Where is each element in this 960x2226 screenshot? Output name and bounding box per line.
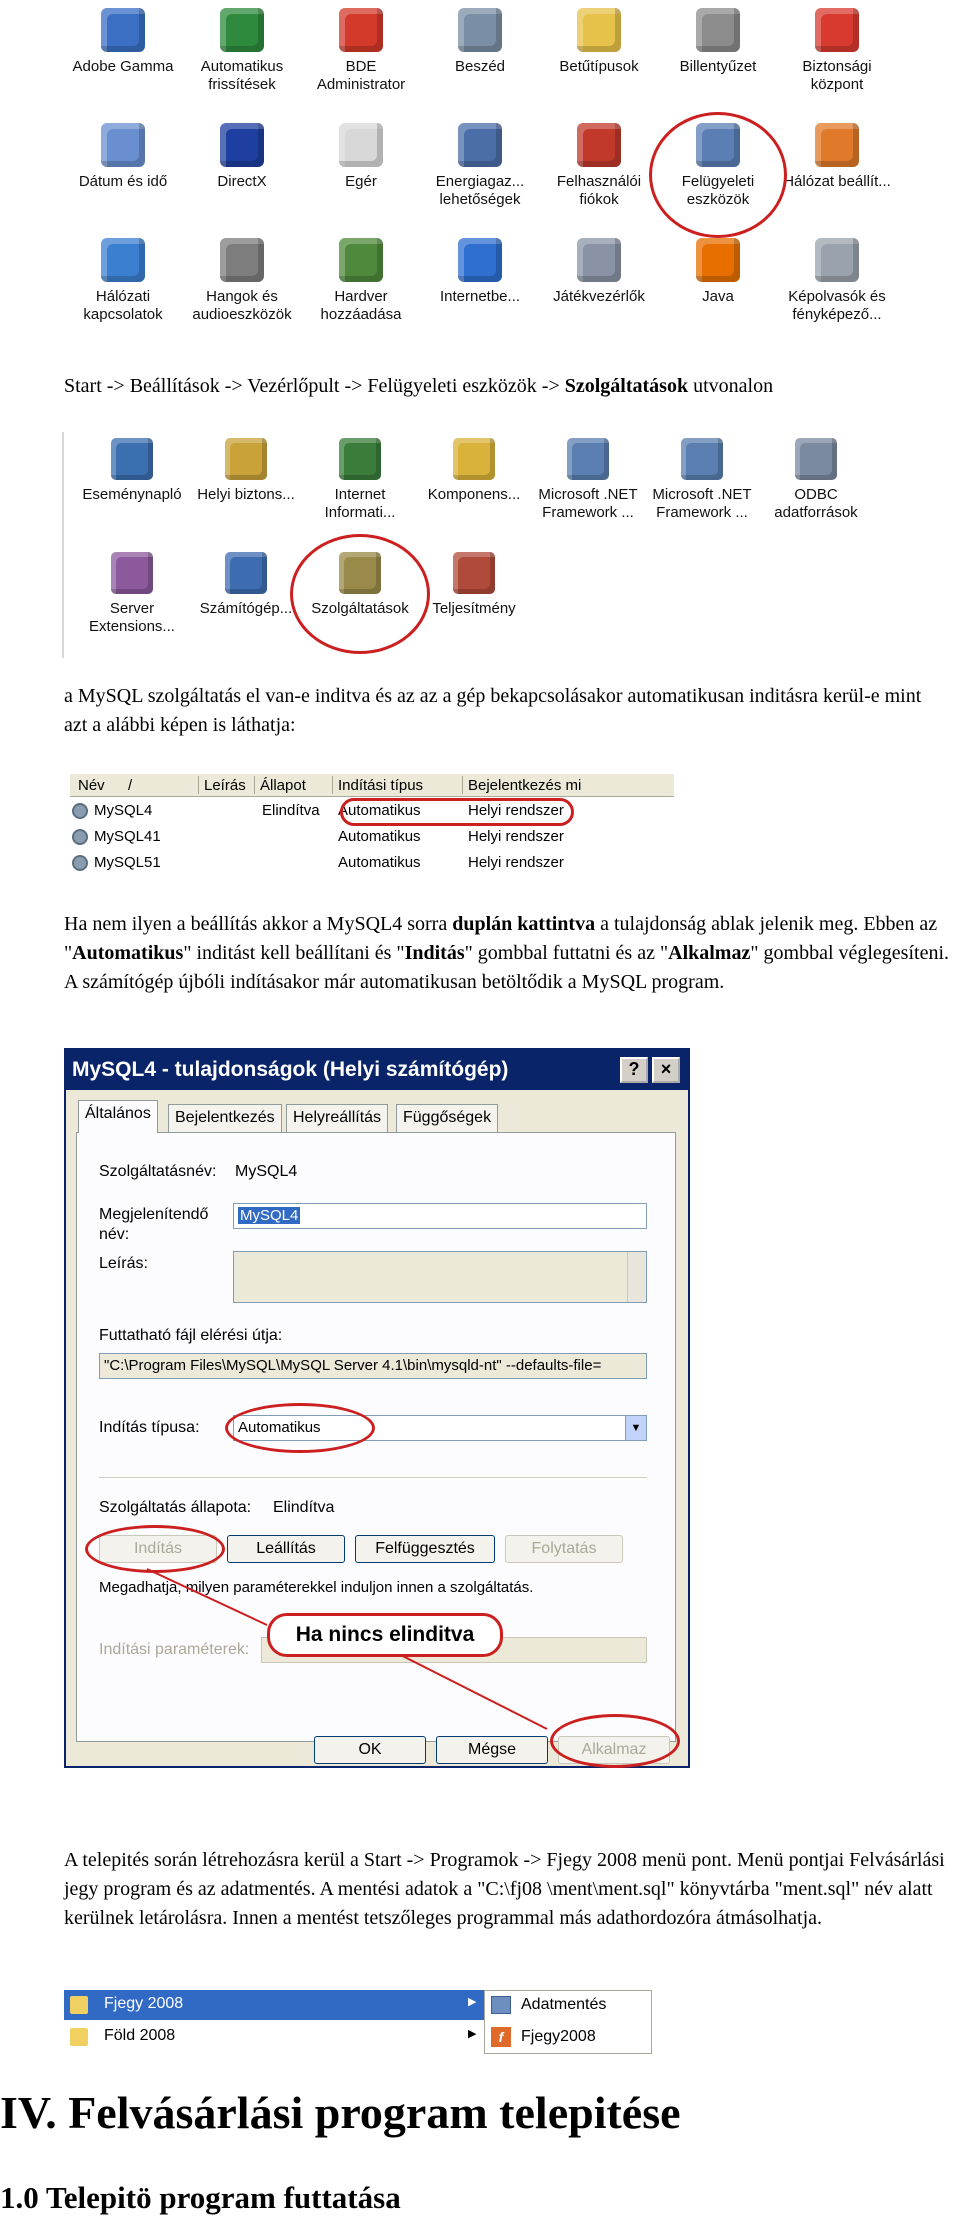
admin-tools-highlight-oval xyxy=(649,112,787,238)
menu-item-label: Föld 2008 xyxy=(104,2027,176,2044)
close-button[interactable]: × xyxy=(652,1057,680,1083)
admin-tool-item-label: Komponens... xyxy=(427,486,521,503)
path-label: Futtatható fájl elérési útja: xyxy=(99,1327,283,1344)
admin-tool-item[interactable] xyxy=(76,546,188,636)
local-security-icon xyxy=(225,438,267,480)
control-panel-item-label: Java xyxy=(702,288,734,305)
apply-highlight-oval xyxy=(550,1714,680,1768)
network-connections-icon xyxy=(101,238,145,282)
control-panel-item[interactable] xyxy=(778,0,896,94)
p3-text-1: Ha nem ilyen a beállítás akkor a MySQL4 sorra xyxy=(64,913,453,935)
menu-item-label: Fjegy 2008 xyxy=(104,1995,184,2012)
event-viewer-icon xyxy=(111,438,153,480)
callout-note: Ha nincs elinditva xyxy=(267,1613,503,1657)
control-panel-grid xyxy=(64,0,944,345)
control-panel-item-label: Biztonsági központ xyxy=(802,58,872,93)
subsection-heading: 1.0 Telepitö program futtatása xyxy=(0,2180,401,2215)
network-setup-icon xyxy=(815,123,859,167)
service-name-value: MySQL4 xyxy=(235,1163,298,1180)
control-panel-item-label: Felügyeleti eszközök xyxy=(681,173,755,208)
game-controller-icon xyxy=(577,238,621,282)
mouse-icon xyxy=(339,123,383,167)
col-sort: / xyxy=(128,777,133,794)
admin-tool-item-label: Internet Informati... xyxy=(324,486,396,521)
stop-button[interactable]: Leállítás xyxy=(227,1535,345,1563)
control-panel-item[interactable] xyxy=(421,115,539,209)
control-panel-item-label: Betűtípusok xyxy=(559,58,639,75)
col-name[interactable]: Név xyxy=(78,777,105,794)
col-description[interactable]: Leírás xyxy=(204,777,246,794)
control-panel-item[interactable] xyxy=(540,115,658,209)
fjegy-app-icon: f xyxy=(491,2027,511,2047)
dotnet-wizards-icon xyxy=(681,438,723,480)
fonts-folder-icon xyxy=(577,8,621,52)
instructions-paragraph xyxy=(64,910,954,997)
internet-options-icon xyxy=(458,238,502,282)
speech-icon xyxy=(458,8,502,52)
keyboard-icon xyxy=(696,8,740,52)
control-panel-item[interactable] xyxy=(64,115,182,191)
admin-tool-item-label: Eseménynapló xyxy=(82,486,182,503)
submenu xyxy=(484,1990,652,2054)
performance-icon xyxy=(453,552,495,594)
admin-tool-item-label: Teljesítmény xyxy=(432,600,516,617)
user-accounts-icon xyxy=(577,123,621,167)
control-panel-item[interactable] xyxy=(659,230,777,306)
add-hardware-icon xyxy=(339,238,383,282)
p3-text-5: " gombbal véglegesíteni. A számítógép újbóli indításakor már automatikusan betöltődik a MySQL program. xyxy=(64,942,950,993)
admin-tool-item[interactable] xyxy=(190,432,302,504)
clock-icon xyxy=(101,123,145,167)
control-panel-item-label: Egér xyxy=(345,173,377,190)
computer-management-icon xyxy=(225,552,267,594)
service-status: Elindítva xyxy=(262,802,320,819)
pause-button[interactable]: Felfüggesztés xyxy=(355,1535,495,1563)
control-panel-item-label: Hálózati kapcsolatok xyxy=(83,288,163,323)
admin-tool-item[interactable] xyxy=(646,432,758,522)
path-paragraph xyxy=(64,372,944,401)
service-startup: Automatikus xyxy=(338,802,421,819)
service-name: MySQL4 xyxy=(94,802,153,819)
service-logon: Helyi rendszer xyxy=(468,802,564,819)
component-services-icon xyxy=(453,438,495,480)
admin-tool-item[interactable] xyxy=(532,432,644,522)
service-startup: Automatikus xyxy=(338,828,421,845)
backup-window-icon xyxy=(491,1996,511,2014)
control-panel-item[interactable] xyxy=(421,0,539,76)
control-panel-item-label: Hálózat beállít... xyxy=(783,173,891,190)
program-folder-icon xyxy=(70,2028,88,2046)
services-header xyxy=(70,774,674,797)
control-panel-item[interactable] xyxy=(778,230,896,324)
admin-tool-item[interactable] xyxy=(190,546,302,618)
col-logon[interactable]: Bejelentkezés mi xyxy=(468,777,582,794)
monitor-gamma-icon xyxy=(101,8,145,52)
control-panel-item-label: Billentyűzet xyxy=(679,58,757,75)
control-panel-item-label: Képolvasók és fényképező... xyxy=(788,288,886,323)
admin-tools-grid xyxy=(62,432,904,658)
power-options-icon xyxy=(458,123,502,167)
server-extensions-icon xyxy=(111,552,153,594)
control-panel-item[interactable] xyxy=(302,230,420,324)
admin-tool-item[interactable] xyxy=(418,432,530,504)
control-panel-item-label: Automatikus frissítések xyxy=(200,58,284,93)
control-panel-item[interactable] xyxy=(302,115,420,191)
path-bold: Szolgáltatások xyxy=(564,375,689,397)
speaker-icon xyxy=(220,238,264,282)
control-panel-item-label: Felhasználói fiókok xyxy=(556,173,642,208)
col-status[interactable]: Állapot xyxy=(260,777,306,794)
program-folder-icon xyxy=(70,1996,88,2014)
tab-recovery[interactable]: Helyreállítás xyxy=(286,1104,388,1132)
dotnet-config-icon xyxy=(567,438,609,480)
service-startup: Automatikus xyxy=(338,854,421,871)
submenu-label: Fjegy2008 xyxy=(521,2028,596,2045)
p3-bold-2: Automatikus xyxy=(72,942,184,964)
p3-bold-1: duplán kattintva xyxy=(452,913,596,935)
dialog-title: MySQL4 - tulajdonságok (Helyi számítógép) xyxy=(66,1050,688,1090)
service-highlight-oval xyxy=(340,798,574,826)
status-label: Szolgáltatás állapota: xyxy=(99,1499,252,1516)
path-text: Start -> Beállítások -> Vezérlőpult -> Felügyeleti eszközök -> xyxy=(64,375,565,397)
service-gear-icon xyxy=(72,829,88,845)
security-shield-icon xyxy=(815,8,859,52)
control-panel-item[interactable] xyxy=(302,0,420,94)
startup-type-label: Indítás típusa: xyxy=(99,1419,200,1436)
control-panel-item[interactable] xyxy=(183,230,301,324)
admin-tool-item-label: ODBC adatforrások xyxy=(774,486,858,521)
control-panel-item[interactable] xyxy=(183,0,301,94)
submenu-label: Adatmentés xyxy=(521,1996,607,2013)
control-panel-item-label: Dátum és idő xyxy=(78,173,168,190)
help-button[interactable]: ? xyxy=(620,1057,648,1083)
odbc-icon xyxy=(795,438,837,480)
p3-text-4: " gombbal futtatni és az " xyxy=(464,942,669,964)
services-highlight-oval xyxy=(290,534,430,654)
admin-tool-item[interactable] xyxy=(304,432,416,522)
control-panel-item-label: Játékvezérlők xyxy=(553,288,645,305)
start-button[interactable]: Indítás xyxy=(99,1535,217,1563)
control-panel-item[interactable] xyxy=(64,0,182,76)
windows-update-icon xyxy=(220,8,264,52)
menu-item-fjegy[interactable] xyxy=(64,1990,484,2020)
tab-dependencies[interactable]: Függőségek xyxy=(396,1104,498,1132)
p3-text-2: a tulajdonság ablak jelenik meg. Ebben az " xyxy=(64,913,938,964)
admin-tool-item-label: Számítógép... xyxy=(199,600,293,617)
description-label: Leírás: xyxy=(99,1255,148,1272)
admin-tool-item-label: Microsoft .NET Framework ... xyxy=(652,486,752,521)
service-name: MySQL51 xyxy=(94,854,161,871)
control-panel-item[interactable] xyxy=(183,115,301,191)
path-suffix: utvonalon xyxy=(688,375,774,397)
p3-bold-4: Alkalmaz xyxy=(668,942,751,964)
section-heading: IV. Felvásárlási program telepitése xyxy=(0,2087,681,2138)
service-row[interactable] xyxy=(70,850,674,876)
install-paragraph: A telepités során létrehozásra kerül a Start -> Programok -> Fjegy 2008 menü pont. Menü pontjai Felvásárlási jegy program és az adatmentés. A mentési adatok a "C:\fj08 \ment\ment.sql" könyvtárba "ment.sql" név alatt kerülnek letárolásra. Innen a mentést tetszőleges programmal más adathordozóra átmásolhatja. xyxy=(64,1849,945,1929)
bde-admin-icon xyxy=(339,8,383,52)
control-panel-item-label: Hangok és audioeszközök xyxy=(192,288,292,323)
admin-tool-item-label: Szolgáltatások xyxy=(311,600,409,617)
scanner-camera-icon xyxy=(815,238,859,282)
col-startup[interactable]: Indítási típus xyxy=(338,777,424,794)
service-gear-icon xyxy=(72,803,88,819)
cancel-button[interactable]: Mégse xyxy=(436,1736,548,1764)
resume-button[interactable]: Folytatás xyxy=(505,1535,623,1563)
service-name-label: Szolgáltatásnév: xyxy=(99,1163,217,1180)
control-panel-item-label: Energiagaz... lehetőségek xyxy=(435,173,525,208)
service-logon: Helyi rendszer xyxy=(468,828,564,845)
submenu-arrow-icon: ▶ xyxy=(468,2028,477,2040)
admin-tool-item[interactable] xyxy=(76,432,188,504)
service-name: MySQL41 xyxy=(94,828,161,845)
admin-tool-item[interactable] xyxy=(418,546,530,618)
display-name-label: Megjelenítendő név: xyxy=(99,1206,209,1243)
params-label: Indítási paraméterek: xyxy=(99,1641,250,1658)
admin-tool-item-label: Server Extensions... xyxy=(89,600,175,635)
control-panel-item[interactable] xyxy=(540,230,658,306)
startup-type-value: Automatikus xyxy=(238,1419,321,1436)
start-menu-strip xyxy=(64,1990,652,2056)
apply-button[interactable]: Alkalmaz xyxy=(558,1736,670,1764)
submenu-arrow-icon: ▶ xyxy=(468,1996,477,2008)
control-panel-item-label: Adobe Gamma xyxy=(72,58,174,75)
control-panel-item-label: Beszéd xyxy=(454,58,506,75)
properties-dialog xyxy=(64,1048,690,1768)
service-row[interactable] xyxy=(70,824,674,850)
tab-logon[interactable]: Bejelentkezés xyxy=(168,1104,282,1132)
submenu-item-fjegy[interactable] xyxy=(485,2023,651,2053)
control-panel-item-label: Hardver hozzáadása xyxy=(320,288,402,323)
control-panel-item-label: DirectX xyxy=(217,173,267,190)
p3-text-3: " inditást kell beállítani és " xyxy=(183,942,405,964)
chevron-down-icon[interactable]: ▼ xyxy=(625,1416,646,1440)
control-panel-item[interactable] xyxy=(778,115,896,191)
services-list xyxy=(70,774,674,886)
directx-icon xyxy=(220,123,264,167)
path-field[interactable]: "C:\Program Files\MySQL\MySQL Server 4.1\bin\mysqld-nt" --defaults-file= xyxy=(99,1353,647,1379)
general-panel xyxy=(76,1132,676,1742)
submenu-item-backup[interactable] xyxy=(485,1991,651,2021)
mysql-service-paragraph: a MySQL szolgáltatás el van-e inditva és az az a gép bekapcsolásakor automatikusan inditásra kerül-e mint azt a alábbi képen is láthatja: xyxy=(64,685,922,736)
java-icon xyxy=(696,238,740,282)
tab-general[interactable]: Általános xyxy=(78,1100,158,1133)
p3-bold-3: Inditás xyxy=(404,942,465,964)
control-panel-item[interactable] xyxy=(64,230,182,324)
status-value: Elindítva xyxy=(273,1499,335,1516)
control-panel-item[interactable] xyxy=(659,0,777,76)
params-hint: Megadhatja, milyen paraméterekkel induljon innen a szolgáltatás. xyxy=(99,1579,534,1596)
control-panel-item-label: BDE Administrator xyxy=(316,58,406,93)
iis-icon xyxy=(339,438,381,480)
service-logon: Helyi rendszer xyxy=(468,854,564,871)
control-panel-item[interactable] xyxy=(421,230,539,306)
admin-tool-item[interactable] xyxy=(760,432,872,522)
admin-tool-item-label: Helyi biztons... xyxy=(197,486,295,503)
control-panel-item[interactable] xyxy=(540,0,658,76)
menu-item-fold[interactable] xyxy=(64,2022,484,2052)
admin-tool-item-label: Microsoft .NET Framework ... xyxy=(538,486,638,521)
service-gear-icon xyxy=(72,855,88,871)
display-name-value: MySQL4 xyxy=(240,1207,299,1224)
control-panel-item-label: Internetbe... xyxy=(439,288,521,305)
ok-button[interactable]: OK xyxy=(314,1736,426,1764)
